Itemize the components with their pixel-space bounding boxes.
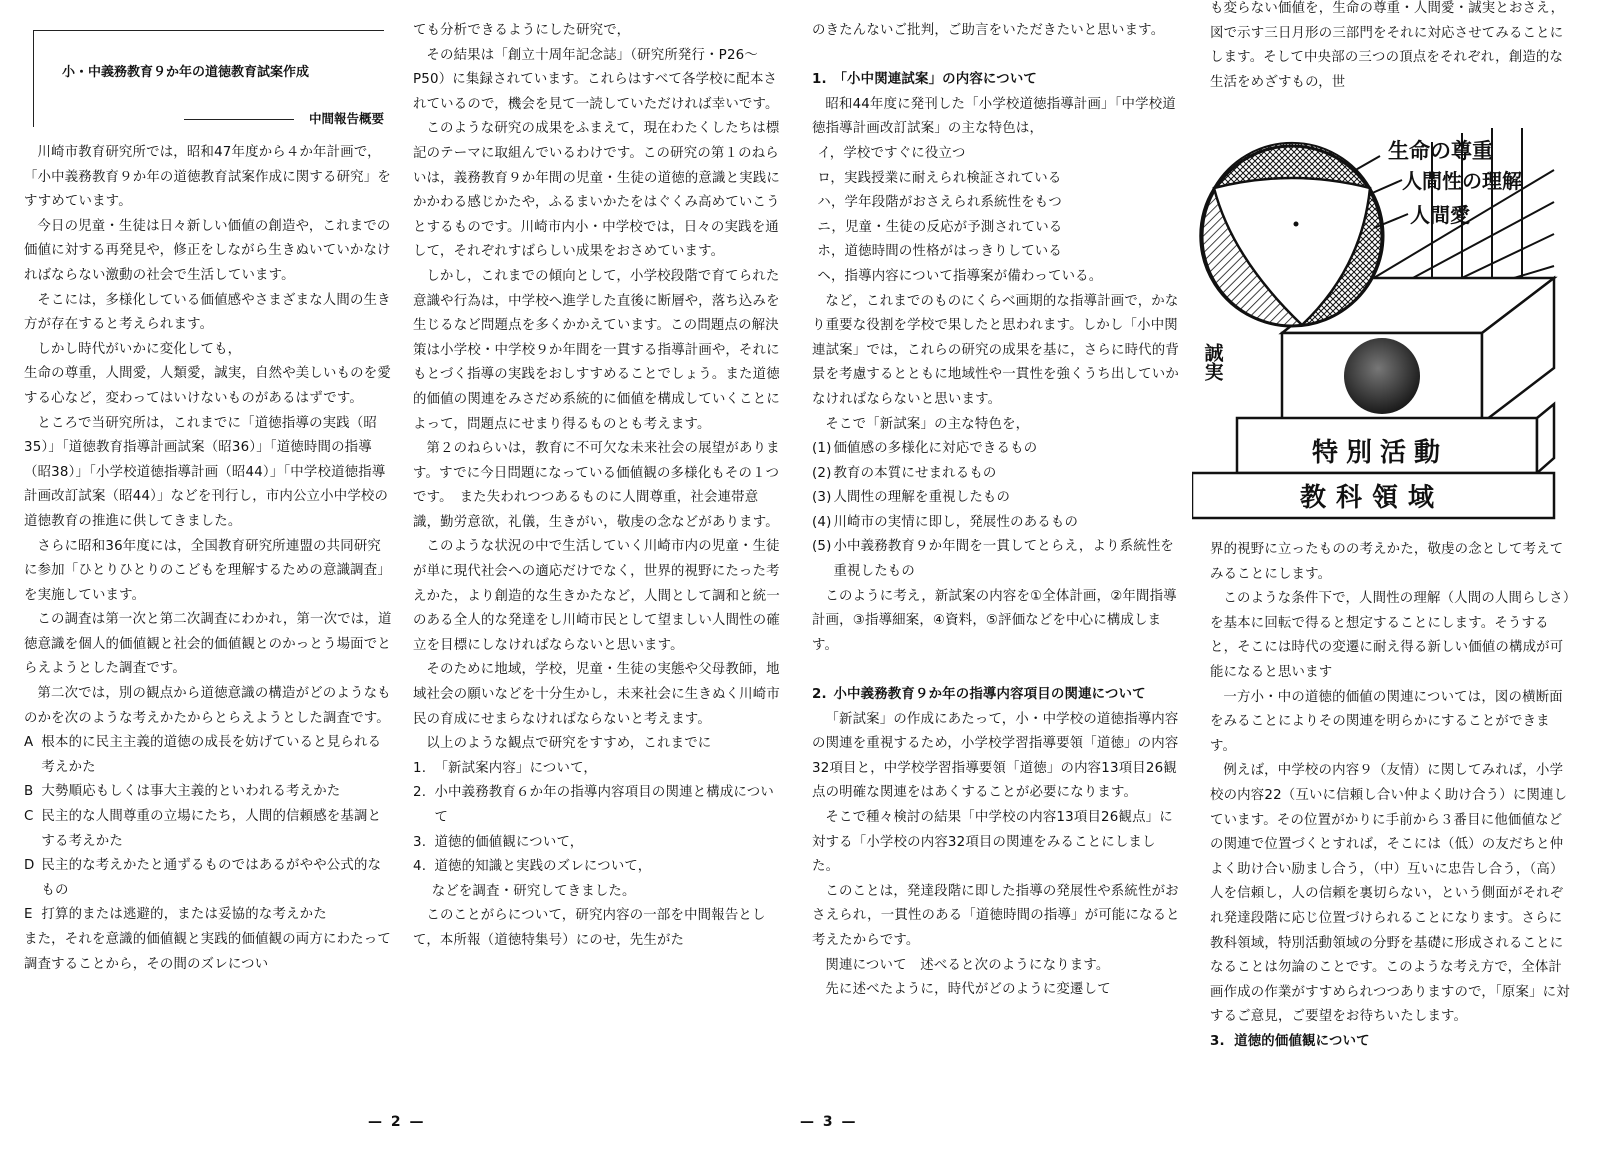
list-item: ヘ，指導内容について指導案が備わっている。 xyxy=(817,268,1103,284)
list-item: B 大勢順応もしくは事大主義的といわれる考えかた xyxy=(24,784,341,800)
paragraph: 昭和44年度に発刊した「小学校道徳指導計画」「中学校道徳指導計画改訂試案」の主な特色は， xyxy=(812,96,1176,137)
list-item: A 根本的に民主主義的道徳の成長を妨げていると見られる考えかた xyxy=(24,735,382,775)
list-item: イ，学校ですぐに役立つ xyxy=(817,145,966,161)
paragraph: 界的視野に立ったものの考えかた，敬虔の念として考えてみることにします。 xyxy=(1210,542,1564,582)
column-2 xyxy=(413,19,781,954)
paragraph: 一方小・中の道徳的価値の関連については，図の横断面をみることによりその関連を明らかにすることができます。 xyxy=(1210,689,1563,754)
subtitle-rule xyxy=(184,119,294,120)
list-item: ホ，道徳時間の性格がはっきりしている xyxy=(817,244,1062,260)
paragraph: などを調査・研究してきました。 xyxy=(431,883,636,899)
page-subtitle: 中間報告概要 xyxy=(308,111,384,126)
paragraph: 第２のねらいは，教育に不可欠な未来社会の展望があります。すでに今日問題になっている価値観の多様化もその１つです。 また失われつつあるものに人間尊重，社会連帯意識，勤労意欲，礼儀，生きがい，敬虔の念などがあります。 xyxy=(413,441,780,530)
paragraph: また，それを意識的価値観と実践的価値観の両方にわたって調査することから，その間のズレについ xyxy=(24,932,391,972)
paragraph: このような研究の成果をふまえて，現在わたくしたちは標記のテーマに取組んでいるわけです。この研究の第１のねらいは，義務教育９か年間の児童・生徒の道徳的意識と実践にかかわる感じかたや，ふるまいかたをはぐくみ高めていこうとするものです。川崎市内小・中学校では，日々の実践を通して，それぞれすばらしい成果をおさめています。 xyxy=(413,121,780,260)
list-item: ロ，実践授業に耐えられ検証されている xyxy=(817,170,1062,186)
list-item: 1. 「新試案内容」について， xyxy=(413,760,597,776)
column-4-lower xyxy=(1210,538,1570,1054)
section-heading: 3. 道徳的価値観について xyxy=(1210,1033,1370,1049)
list-item: (5) 小中義務教育９か年間を一貫してとらえ，より系統性を重視したもの xyxy=(812,539,1175,580)
paragraph: そこには，多様化している価値感やさまざまな人間の生き方が存在すると考えられます。 xyxy=(24,292,391,333)
list-item: (2) 教育の本質にせまれるもの xyxy=(812,465,997,481)
diagram-svg xyxy=(1192,128,1562,523)
paragraph: このような条件下で，人間性の理解（人間の人間らしさ）を基本に回転で得ると想定することにします。そうすると，そこには時代の変遷に耐え得る新しい価値の構成が可能になると思います xyxy=(1210,591,1570,680)
paragraph: そのために地域，学校，児童・生徒の実態や父母教師，地域社会の願いなどを十分生かし，未来社会に生きぬく川崎市民の育成にせまらなければならないと考えます。 xyxy=(413,662,780,727)
list-item: C 民主的な人間尊重の立場にたち，人間的信頼感を基調とする考えかた xyxy=(24,809,382,849)
paragraph: も変らない価値を，生命の尊重・人間愛・誠実とおさえ，図で示す三日月形の三部門をそれに対応させてみることにします。そして中央部の三つの頂点をそれぞれ，創造的な生活をめざすもの，世 xyxy=(1210,1,1565,90)
list-item: 4. 道徳的知識と実践のズレについて， xyxy=(413,859,652,875)
paragraph: ても分析できるようにした研究で， xyxy=(413,23,631,38)
list-item: ニ，児童・生徒の反応が予測されている xyxy=(817,219,1063,235)
paragraph: ところで当研究所は，これまでに「道徳指導の実践（昭35）」「道徳教育指導計画試案（昭36）」「道徳時間の指導（昭38）」「小学校道徳指導計画（昭44）」「中学校道徳指導計画改訂試案（昭44）」などを刊行し，市内公立小中学校の道徳教育の推進に供してきました。 xyxy=(24,415,389,529)
paragraph: 生命の尊重，人間愛，人類愛，誠実，自然や美しいものを愛する心など，変わってはいけないものがあるはずです。 xyxy=(24,366,391,406)
title-box xyxy=(33,30,384,127)
paragraph: 先に述べたように，時代がどのように変遷して xyxy=(825,982,1111,998)
label-subject-areas: 教科領域 xyxy=(1300,482,1445,512)
column-1 xyxy=(24,141,392,977)
list-item: 3. 道徳的価値観について， xyxy=(413,834,584,850)
paragraph: このような状況の中で生活していく川崎市内の児童・生徒が単に現代社会への適応だけでなく，世界的視野にたった考えかた，より創造的な生きかたなど，人間として調和と統一のある全人的な発達をし川崎市民として望ましい人間性の確立を目標にしなければならないと思います。 xyxy=(413,539,780,653)
list-item: (3) 人間性の理解を重視したもの xyxy=(812,490,1011,506)
label-special-activities: 特別活動 xyxy=(1312,437,1449,467)
page-title: 小・中義務教育９か年の道徳教育試案作成 xyxy=(62,65,310,80)
moral-values-diagram xyxy=(1192,128,1562,523)
paragraph: しかし，これまでの傾向として，小学校段階で育てられた意識や行為は，中学校へ進学した直後に断層や，落ち込みを生じるなど問題点を多くかかえています。この問題点の解決策は小学校・中学校９か年間を一貫する指導計画や，それにもとづく指導の実践をおしすすめることでしょう。また道徳的価値の関連をみさだめ系統的に価値を構成していくことによって，問題点にせまり得るものとも考えます。 xyxy=(413,268,780,432)
list-item: D 民主的な考えかたと通ずるものではあるがやや公式的なもの xyxy=(24,858,382,898)
section-heading: 2. 小中義務教育９か年の指導内容項目の関連について xyxy=(812,687,1146,703)
paragraph: このことがらについて，研究内容の一部を中間報告として，本所報（道徳特集号）にのせ，先生がた xyxy=(413,908,766,948)
list-item: E 打算的または逃避的，または妥協的な考えかた xyxy=(24,907,327,923)
paragraph: その結果は「創立十周年記念誌」（研究所発行・P26～P50）に集録されています。これらはすべて各学校に配本されているので，機会を見て一読していただければ幸いです。 xyxy=(413,47,779,112)
paragraph: 関連について 述べると次のようになります。 xyxy=(825,957,1110,973)
label-life: 生命の尊重 xyxy=(1388,140,1493,163)
column-3 xyxy=(812,19,1180,1003)
paragraph: など，これまでのものにくらべ画期的な指導計画で，かなり重要な役割を学校で果したと思われます。しかし「小中関連試案」では，これらの研究の成果を基に，さらに時代的背景を考慮するとともに地域性や一貫性を強くうち出していかなければならないと思います。 xyxy=(812,293,1179,407)
paragraph: しかし時代がいかに変化しても， xyxy=(37,341,242,357)
paragraph: 今日の児童・生徒は日々新しい価値の創造や，これまでの価値に対する再発見や，修正をしながら生きぬいていかなければならない激動の社会で生活しています。 xyxy=(24,218,391,283)
column-4 xyxy=(1210,0,1570,95)
paragraph: そこで「新試案」の主な特色を， xyxy=(825,416,1030,432)
paragraph: 例えば，中学校の内容９（友情）に関してみれば，小学校の内容22（互いに信頼し合い仲よく助け合う）に関連しています。その位置がかりに手前から３番目に他価値などの関連で位置づくとすれば，そこには（低）の友だちと仲よく助け合い励まし合う，（中）互いに忠告し合う，（高）人を信頼し，人の信頼を裏切らない，という側面がそれぞれ発達段階に応じ位置づけられることになります。さらに教科領域，特別活動領域の分野を基礎に形成されることになることは勿論のことです。このような考え方で，全体計画作成の作業がすすめられつつありますので，「原案」に対するご意見，ご要望をお待ちいたします。 xyxy=(1210,763,1570,1025)
paragraph: のきたんないご批判，ご助言をいただきたいと思います。 xyxy=(812,23,1165,38)
list-item: (1) 価値感の多様化に対応できるもの xyxy=(812,441,1038,457)
center-sphere xyxy=(1344,338,1420,414)
section-heading: 1. 「小中関連試案」の内容について xyxy=(812,72,1038,88)
paragraph: さらに昭和36年度には，全国教育研究所連盟の共同研究に参加「ひとりひとりのこどもを理解するための意識調査」を実施しています。 xyxy=(24,538,391,603)
list-item: (4) 川崎市の実情に即し，発展性のあるもの xyxy=(812,514,1079,530)
paragraph: 川崎市教育研究所では，昭和47年度から４か年計画で，「小中義務教育９か年の道徳教育試案作成に関する研究」をすすめています。 xyxy=(24,145,391,210)
paragraph: 以上のような観点で研究をすすめ，これまでに xyxy=(426,736,712,752)
page-number: — 3 — xyxy=(800,1114,858,1130)
label-sincerity: 誠実 xyxy=(1201,343,1223,381)
page-number: — 2 — xyxy=(368,1114,426,1130)
paragraph: 第二次では，別の観点から道徳意識の構造がどのようなものかを次のような考えかたからとらえようとした調査です。 xyxy=(24,686,391,726)
list-item: 2. 小中義務教育６か年の指導内容項目の関連と構成について xyxy=(413,785,774,825)
paragraph: このように考え，新試案の内容を①全体計画，②年間指導計画，③指導細案，④資料，⑤評価などを中心に構成します。 xyxy=(812,588,1177,653)
label-understanding: 人間性の理解 xyxy=(1402,171,1522,193)
paragraph: そこで種々検討の結果「中学校の内容13項目26観点」に対する「小学校の内容32項目の関連をみることにしました。 xyxy=(812,810,1173,875)
paragraph: このことは，発達段階に即した指導の発展性や系統性がおさえられ，一貫性のある「道徳時間の指導」が可能になると考えたからです。 xyxy=(812,883,1180,948)
paragraph: 「新試案」の作成にあたって，小・中学校の道徳指導内容の関連を重視するため，小学校学習指導要領「道徳」の内容32項目と，中学校学習指導要領「道徳」の内容13項目26観点の明確な関連をはあくすることが必要になります。 xyxy=(812,711,1179,801)
paragraph: この調査は第一次と第二次調査にわかれ，第一次では，道徳意識を個人的価値観と社会的価値観とのかっとう場面でとらえようとした調査です。 xyxy=(24,612,392,677)
list-item: ハ，学年段階がおさえられ系統性をもつ xyxy=(817,195,1062,211)
label-love: 人間愛 xyxy=(1410,205,1470,227)
